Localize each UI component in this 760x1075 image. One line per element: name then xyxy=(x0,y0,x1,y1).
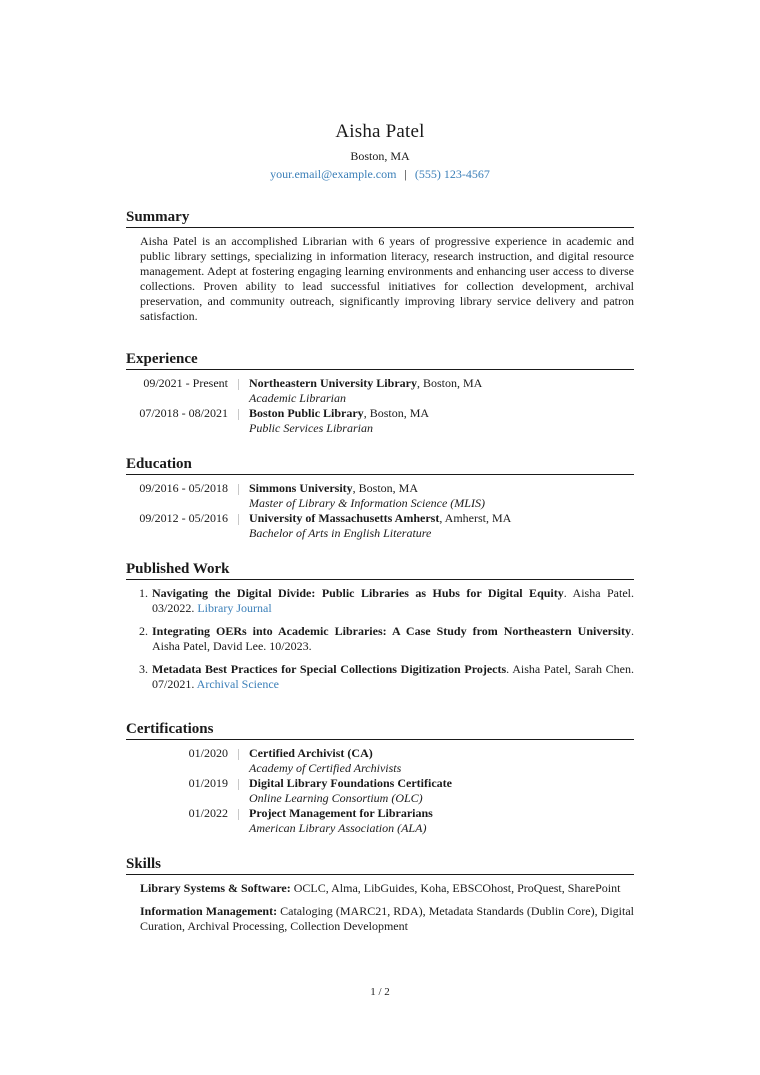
entry-date: 01/2020 xyxy=(188,746,228,760)
publication-venue-link[interactable]: Archival Science xyxy=(196,677,279,691)
published-title: Published Work xyxy=(126,561,634,580)
entry-date: 01/2019 xyxy=(188,776,228,790)
experience-title: Experience xyxy=(126,351,634,370)
divider xyxy=(238,749,239,760)
skills-title: Skills xyxy=(126,856,634,875)
entry-location: , Boston, MA xyxy=(416,376,483,390)
certification-name: Project Management for Librarians xyxy=(249,806,433,820)
experience-entry xyxy=(126,376,634,406)
summary-text: Aisha Patel is an accomplished Librarian with 6 years of progressive experience in academic and public library settings, specializing in information literacy, research instruction, and digital resource management. Adept at fostering engaging learning environments and enhancing user access to diverse collections. Proven ability to lead successful initiatives for collection development, archival preservation, and community outreach, significantly improving library service delivery and patron satisfaction. xyxy=(140,234,634,323)
summary-title: Summary xyxy=(126,209,634,228)
publication-number: 3. xyxy=(139,662,148,676)
published-section xyxy=(126,561,634,700)
entry-role: Bachelor of Arts in English Literature xyxy=(249,526,432,540)
divider xyxy=(238,809,239,820)
publication-number: 1. xyxy=(139,586,148,600)
education-section xyxy=(126,456,634,541)
certification-entry xyxy=(126,746,634,776)
entry-date: 09/2012 - 05/2016 xyxy=(139,511,228,525)
certification-issuer: Online Learning Consortium (OLC) xyxy=(249,791,423,805)
experience-section xyxy=(126,351,634,436)
candidate-name: Aisha Patel xyxy=(335,121,425,142)
publication-item xyxy=(126,586,634,616)
certification-issuer: American Library Association (ALA) xyxy=(249,821,427,835)
certifications-title: Certifications xyxy=(126,721,634,740)
certifications-section xyxy=(126,721,634,836)
skill-group xyxy=(140,904,634,934)
entry-location: , Amherst, MA xyxy=(439,511,512,525)
skills-section xyxy=(126,856,634,942)
email-link[interactable]: your.email@example.com xyxy=(270,167,397,181)
education-title: Education xyxy=(126,456,634,475)
certification-name: Digital Library Foundations Certificate xyxy=(249,776,452,790)
divider xyxy=(238,779,239,790)
publication-title: Navigating the Digital Divide: Public Libraries as Hubs for Digital Equity xyxy=(152,586,564,600)
skill-list: Cataloging (MARC21, RDA), Metadata Standards (Dublin Core), Digital Curation, Archival Processing, Collection Development xyxy=(140,904,634,933)
publication-details: . Aisha Patel. 03/2022. xyxy=(152,586,634,615)
entry-location: , Boston, MA xyxy=(352,481,419,495)
contact-separator: | xyxy=(404,167,407,181)
publication-item xyxy=(126,662,634,692)
divider xyxy=(238,409,239,420)
page-number: 1 / 2 xyxy=(370,986,390,998)
entry-date: 09/2021 - Present xyxy=(143,376,228,390)
entry-org: University of Massachusetts Amherst xyxy=(249,511,440,525)
divider xyxy=(238,484,239,495)
entry-role: Public Services Librarian xyxy=(249,421,373,435)
certification-name: Certified Archivist (CA) xyxy=(249,746,373,760)
certification-entry xyxy=(126,776,634,806)
skill-group xyxy=(140,881,634,896)
experience-entry xyxy=(126,406,634,436)
entry-date: 07/2018 - 08/2021 xyxy=(139,406,228,420)
entry-role: Master of Library & Information Science (MLIS) xyxy=(249,496,485,510)
publication-item xyxy=(126,624,634,654)
publication-details: . Aisha Patel, Sarah Chen. 07/2021. xyxy=(152,662,635,691)
divider xyxy=(238,379,239,390)
publication-list xyxy=(126,586,634,692)
contact-line xyxy=(0,167,760,182)
publication-title: Metadata Best Practices for Special Collections Digitization Projects xyxy=(152,662,507,676)
entry-role: Academic Librarian xyxy=(249,391,346,405)
entry-org: Northeastern University Library xyxy=(249,376,417,390)
summary-section xyxy=(126,209,634,324)
skill-list: OCLC, Alma, LibGuides, Koha, EBSCOhost, ProQuest, SharePoint xyxy=(290,881,621,895)
candidate-location: Boston, MA xyxy=(350,149,410,163)
publication-title: Integrating OERs into Academic Libraries: A Case Study from Northeastern University xyxy=(152,624,631,638)
skill-category: Library Systems & Software: xyxy=(140,881,291,895)
divider xyxy=(238,514,239,525)
phone-link[interactable]: (555) 123-4567 xyxy=(414,167,490,181)
entry-date: 09/2016 - 05/2018 xyxy=(139,481,228,495)
skill-category: Information Management: xyxy=(140,904,278,918)
publication-venue-link[interactable]: Library Journal xyxy=(197,601,272,615)
entry-org: Simmons University xyxy=(249,481,353,495)
entry-date: 01/2022 xyxy=(188,806,228,820)
certification-issuer: Academy of Certified Archivists xyxy=(249,761,402,775)
certification-entry xyxy=(126,806,634,836)
education-entry xyxy=(126,511,634,541)
education-entry xyxy=(126,481,634,511)
publication-number: 2. xyxy=(139,624,148,638)
entry-location: , Boston, MA xyxy=(363,406,430,420)
entry-org: Boston Public Library xyxy=(249,406,364,420)
publication-details: . Aisha Patel, David Lee. 10/2023. xyxy=(152,624,634,653)
